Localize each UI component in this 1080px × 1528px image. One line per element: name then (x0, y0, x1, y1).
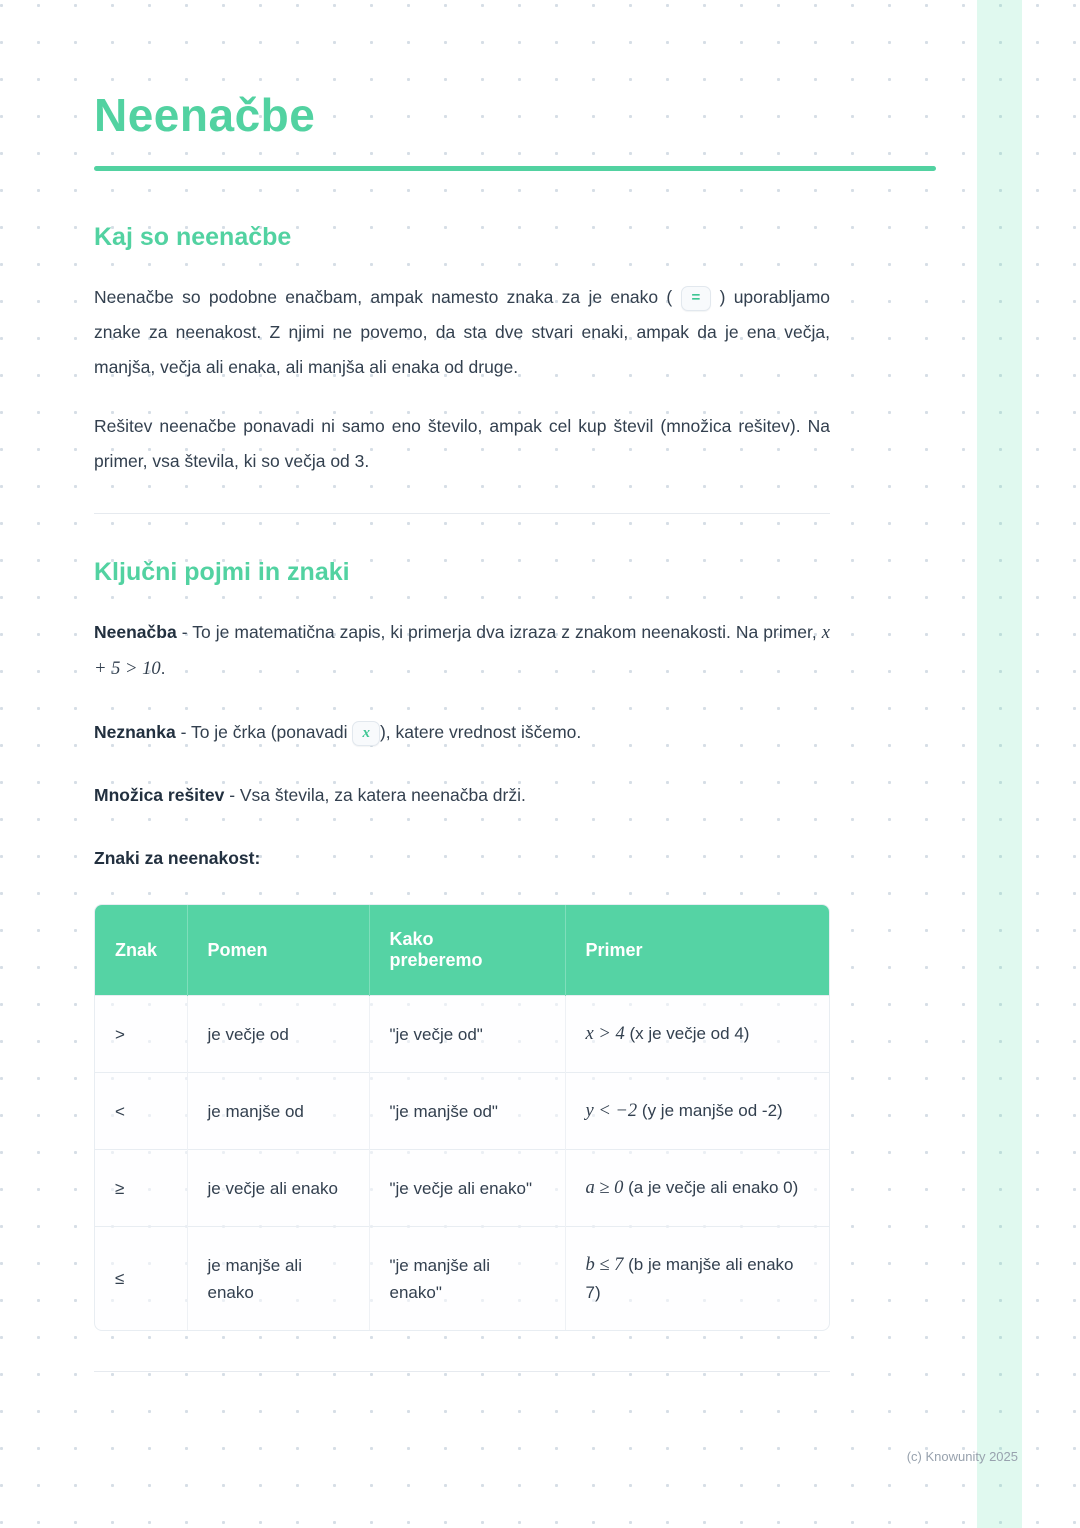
table-row (95, 996, 829, 1073)
cell-meaning: je manjše od (187, 1073, 369, 1150)
table-row (95, 1150, 829, 1227)
cell-read-as: "je manjše od" (369, 1073, 565, 1150)
paragraph-text: Neenačbe so podobne enačbam, ampak namesto znaka za je enako ( (94, 287, 673, 307)
cell-meaning: je manjše ali enako (187, 1227, 369, 1331)
page-title: Neenačbe (94, 89, 316, 141)
paragraph-solutions: Rešitev neenačbe ponavadi ni samo eno število, ampak cel kup števil (množica rešitev). Na primer, vsa števila, ki so večja od 3. (94, 416, 830, 471)
term-inequality (94, 615, 830, 687)
section-heading: Ključni pojmi in znaki (94, 558, 350, 586)
math-expression: x + 5 > 10 (94, 623, 830, 679)
math-expression: a ≥ 0 (585, 1178, 624, 1198)
term-text: - Vsa števila, za katera neenačba drži. (224, 785, 526, 805)
term-solution-set (94, 778, 830, 813)
footer-copyright: (c) Knowunity 2025 (906, 1449, 1018, 1464)
inequality-signs-table (95, 905, 829, 1330)
term-text: ), katere vrednost iščemo. (379, 722, 582, 742)
cell-meaning: je večje ali enako (187, 1150, 369, 1227)
cell-example (565, 1150, 829, 1227)
cell-example (565, 1227, 829, 1331)
example-text: (x je večje od 4) (629, 1024, 750, 1043)
cell-sign: > (95, 996, 187, 1073)
example-text: (a je večje ali enako 0) (628, 1178, 799, 1197)
term-label: Neenačba (94, 622, 177, 642)
section-divider (94, 1371, 830, 1372)
term-label: Znaki za neenakost: (94, 848, 261, 868)
cell-example (565, 996, 829, 1073)
term-label: Množica rešitev (94, 785, 225, 805)
table-header-cell-pomen: Pomen (187, 905, 369, 996)
table-body (95, 996, 829, 1331)
term-text: . (160, 658, 166, 678)
cell-sign: ≤ (95, 1227, 187, 1331)
table-header-row (95, 905, 829, 996)
math-expression: y < −2 (585, 1101, 638, 1121)
term-signs-intro (94, 841, 830, 876)
math-expression: b ≤ 7 (585, 1255, 624, 1275)
section-key-terms (94, 558, 830, 1372)
paragraph-intro (94, 280, 830, 385)
document-content (94, 0, 830, 1372)
term-label: Neznanka (94, 722, 176, 742)
paragraph-text: ) uporabljamo znake za neenakost. Z njimi ne povemo, da sta dve stvari enaki, ampak da je ena večja, manjša, večja ali enaka, ali manjša ali enaka od druge. (94, 287, 831, 377)
equals-sign-badge: = (681, 286, 712, 311)
inequality-signs-table-container (94, 904, 830, 1331)
table-header-cell-kako (369, 905, 565, 996)
cell-example (565, 1073, 829, 1150)
cell-sign: < (95, 1073, 187, 1150)
cell-meaning: je večje od (187, 996, 369, 1073)
cell-read-as: "je večje od" (369, 996, 565, 1073)
section-divider (94, 513, 830, 514)
cell-read-as: "je manjše ali enako" (369, 1227, 565, 1331)
example-text: (y je manjše od -2) (641, 1101, 783, 1120)
table-header (95, 905, 829, 996)
term-text: - To je matematična zapis, ki primerja dva izraza z znakom neenakosti. Na primer, (176, 622, 822, 642)
title-underline-rule (94, 166, 936, 171)
math-expression: x > 4 (585, 1024, 625, 1044)
term-unknown (94, 715, 830, 750)
table-row (95, 1227, 829, 1331)
cell-sign: ≥ (95, 1150, 187, 1227)
table-header-cell-znak: Znak (95, 905, 187, 996)
example-text: (b je manjše ali enako 7) (585, 1255, 794, 1302)
cell-read-as: "je večje ali enako" (369, 1150, 565, 1227)
section-heading: Kaj so neenačbe (94, 223, 292, 251)
x-variable-badge: x (352, 721, 380, 746)
right-accent-stripe (977, 0, 1022, 1528)
table-header-label: Kako preberemo (389, 929, 483, 970)
table-row (95, 1073, 829, 1150)
table-header-cell-primer: Primer (565, 905, 829, 996)
term-text: - To je črka (ponavadi (175, 722, 348, 742)
section-what-are-inequalities (94, 223, 830, 479)
